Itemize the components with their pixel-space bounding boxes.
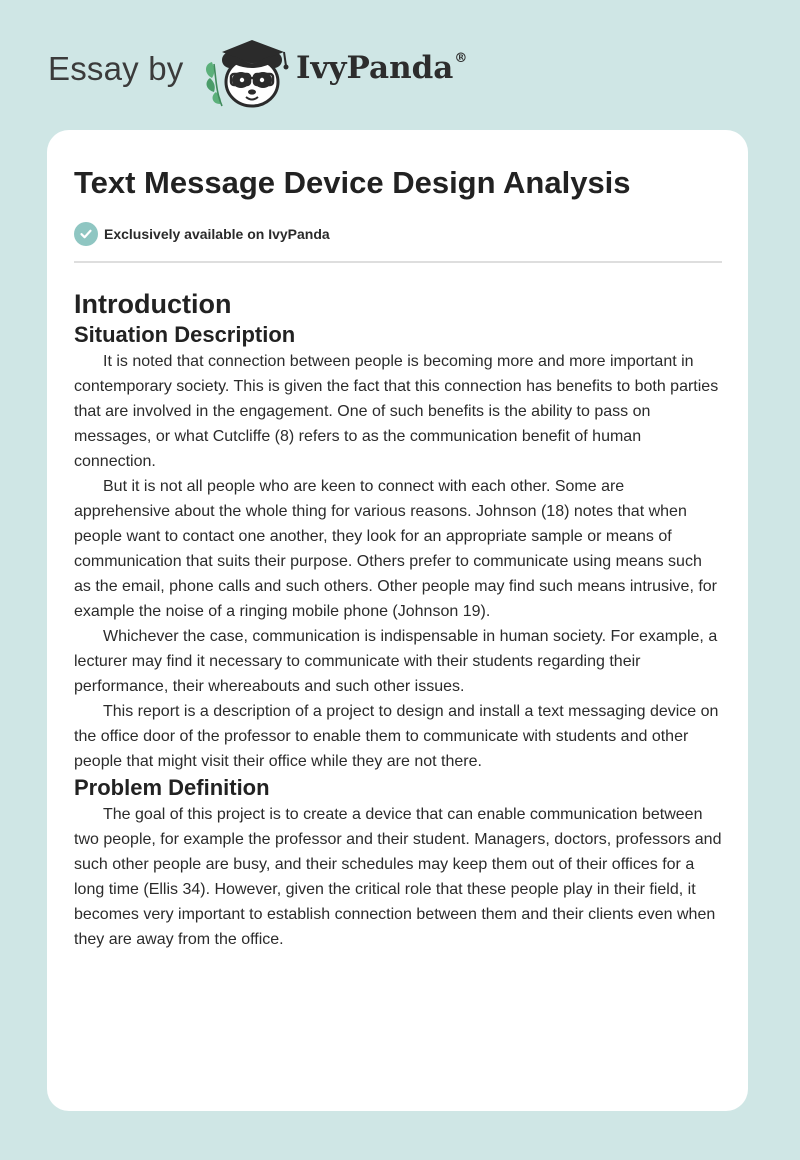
section-heading-introduction: Introduction: [74, 289, 232, 319]
registered-mark: ®: [454, 51, 468, 66]
paragraph: This report is a description of a project to design and install a text messaging device on the office door of the professor to enable them to communicate with students and other people that might visit their office while they are not there.: [74, 703, 719, 770]
check-circle-icon: [74, 222, 98, 246]
check-mark-icon: [79, 227, 93, 241]
paragraph: The goal of this project is to create a device that can enable communication between two people, for example the professor and their student. Managers, doctors, professors and such other people are busy, and their schedules may keep them out of their offices for a long time (Ellis 34). However, given the critical role that these people play in their field, it becomes very important to establish connection between them and their clients even when they are away from the office.: [74, 806, 722, 948]
paragraph: It is noted that connection between people is becoming more and more important in contemporary society. This is given the fact that this connection has benefits to both parties that are involved in the engagement. One of such benefits is the ability to pass on messages, or what Cutcliffe (8) refers to as the communication benefit of human connection.: [74, 353, 719, 470]
paragraph: Whichever the case, communication is indispensable in human society. For example, a lecturer may find it necessary to communicate with their students regarding their performance, their whereabouts and such other issues.: [74, 628, 718, 695]
page-title: Text Message Device Design Analysis: [74, 165, 631, 200]
panda-graduate-icon: [202, 34, 294, 110]
brand-name: IvyPanda®: [296, 50, 468, 86]
subsection-heading-situation-description: Situation Description: [74, 322, 296, 347]
title-divider: [74, 261, 722, 263]
paragraph: But it is not all people who are keen to connect with each other. Some are apprehensive about the whole thing for various reasons. Johnson (18) notes that when people want to contact one another, they look for an appropriate sample or means of communication that suits their purpose. Others prefer to communicate using means such as the email, phone calls and such others. Other people may find such means intrusive, for example the noise of a ringing mobile phone (Johnson 19).: [74, 478, 718, 620]
subsection-heading-problem-definition: Problem Definition: [74, 775, 270, 800]
document-card: [47, 130, 748, 1111]
availability-text: Exclusively available on IvyPanda: [104, 226, 330, 242]
brand-header: [48, 34, 508, 114]
availability-badge: [74, 221, 722, 247]
brand-prefix: Essay by: [48, 50, 184, 87]
